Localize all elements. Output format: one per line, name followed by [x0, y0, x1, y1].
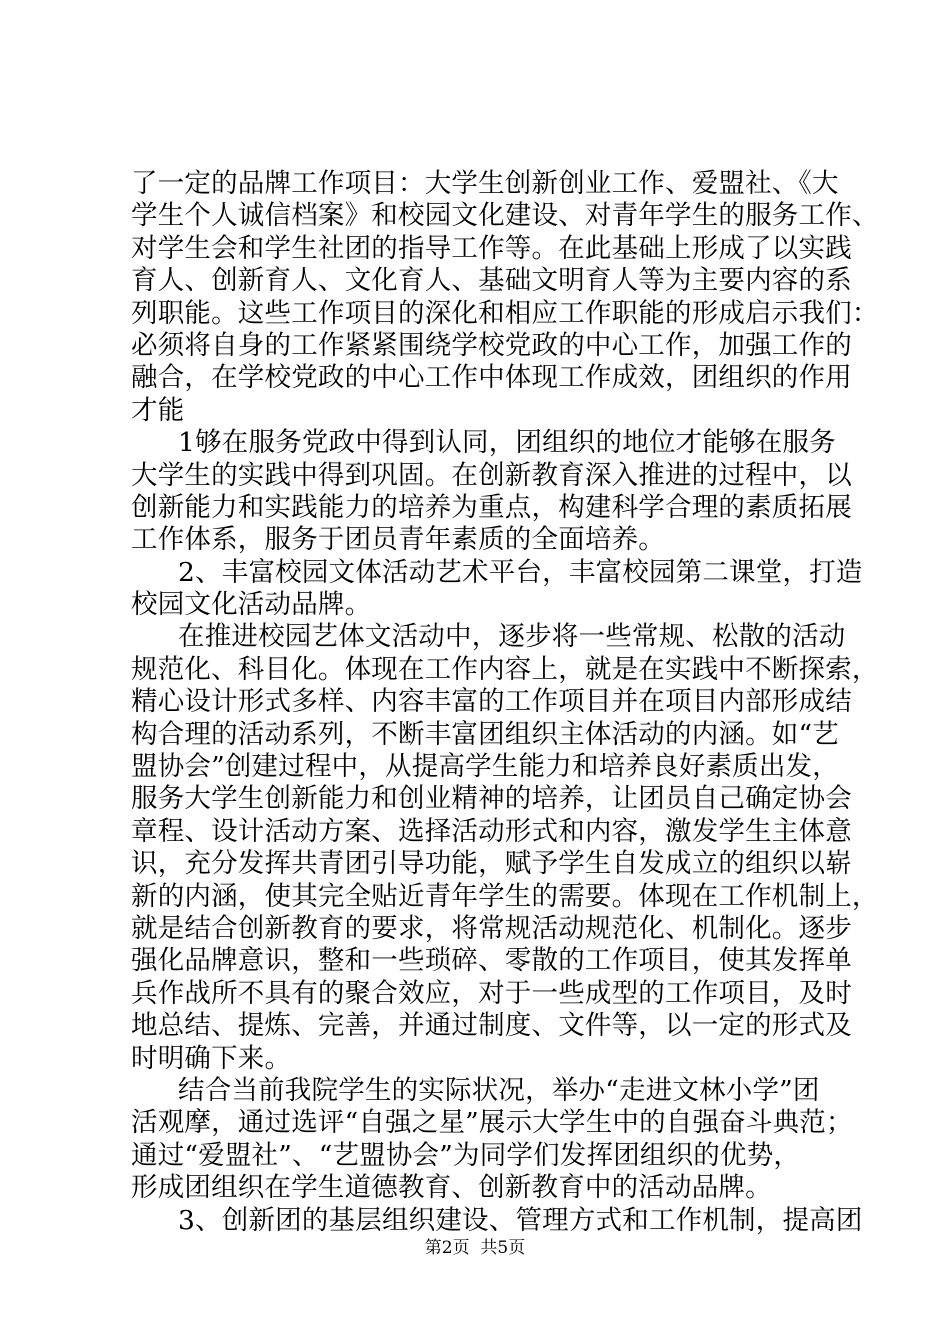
text-line: 就是结合创新教育的要求，将常规活动规范化、机制化。逐步	[131, 912, 852, 944]
text-line: 在推进校园艺体文活动中，逐步将一些常规、松散的活动	[178, 621, 846, 653]
document-body	[131, 168, 879, 1237]
text-line: 识，充分发挥共青团引导功能，赋予学生自发成立的组织以崭	[131, 848, 852, 880]
text-line: 新的内涵，使其完全贴近青年学生的需要。体现在工作机制上，	[131, 880, 879, 912]
text-line: 规范化、科目化。体现在工作内容上，就是在实践中不断探索，	[131, 653, 879, 685]
text-line: 地总结、提炼、完善，并通过制度、文件等，以一定的形式及	[131, 1010, 852, 1042]
text-line: 盟协会”创建过程中，从提高学生能力和培养良好素质出发，	[131, 751, 839, 783]
text-line: 工作体系，服务于团员青年素质的全面培养。	[131, 524, 665, 556]
text-line: 必须将自身的工作紧紧围绕学校党政的中心工作，加强工作的	[131, 329, 852, 361]
text-line: 融合，在学校党政的中心工作中体现工作成效，团组织的作用	[131, 362, 852, 394]
text-line: 了一定的品牌工作项目：大学生创新创业工作、爱盟社、《大	[131, 168, 839, 199]
text-line: 服务大学生创新能力和创业精神的培养，让团员自己确定协会	[131, 783, 852, 815]
text-line: 兵作战所不具有的聚合效应，对于一些成型的工作项目，及时	[131, 977, 852, 1009]
text-line: 才能	[131, 394, 185, 426]
text-line: 3、创新团的基层组织建设、管理方式和工作机制，提高团	[178, 1204, 863, 1236]
text-line: 结合当前我院学生的实际状况，举办“走进文林小学”团	[178, 1074, 820, 1106]
text-line: 时明确下来。	[131, 1042, 292, 1074]
text-line: 强化品牌意识，整和一些琐碎、零散的工作项目，使其发挥单	[131, 945, 852, 977]
text-line: 对学生会和学生社团的指导工作等。在此基础上形成了以实践	[131, 232, 852, 264]
text-line: 2、丰富校园文体活动艺术平台，丰富校园第二课堂，打造	[178, 556, 863, 588]
text-line: 学生个人诚信档案》和校园文化建设、对青年学生的服务工作、	[131, 200, 879, 232]
text-line: 章程、设计活动方案、选择活动形式和内容，激发学生主体意	[131, 815, 852, 847]
text-line: 校园文化活动品牌。	[131, 589, 372, 621]
text-line: 精心设计形式多样、内容丰富的工作项目并在项目内部形成结	[131, 686, 852, 718]
page-number-footer: 第2页 共5页	[424, 1238, 526, 1258]
text-line: 构合理的活动系列，不断丰富团组织主体活动的内涵。如“艺	[131, 718, 839, 750]
text-line: 大学生的实践中得到巩固。在创新教育深入推进的过程中，以	[131, 459, 852, 491]
text-line: 1够在服务党政中得到认同，团组织的地位才能够在服务	[178, 427, 836, 459]
text-line: 育人、创新育人、文化育人、基础文明育人等为主要内容的系	[131, 265, 852, 297]
text-line: 创新能力和实践能力的培养为重点，构建科学合理的素质拓展	[131, 491, 852, 523]
text-line: 形成团组织在学生道德教育、创新教育中的活动品牌。	[131, 1172, 772, 1204]
text-line: 列职能。这些工作项目的深化和相应工作职能的形成启示我们：	[131, 297, 879, 329]
text-line: 通过“爱盟社”、“艺盟协会”为同学们发挥团组织的优势，	[131, 1139, 801, 1171]
text-line: 活观摩，通过选评“自强之星”展示大学生中的自强奋斗典范；	[131, 1107, 853, 1139]
